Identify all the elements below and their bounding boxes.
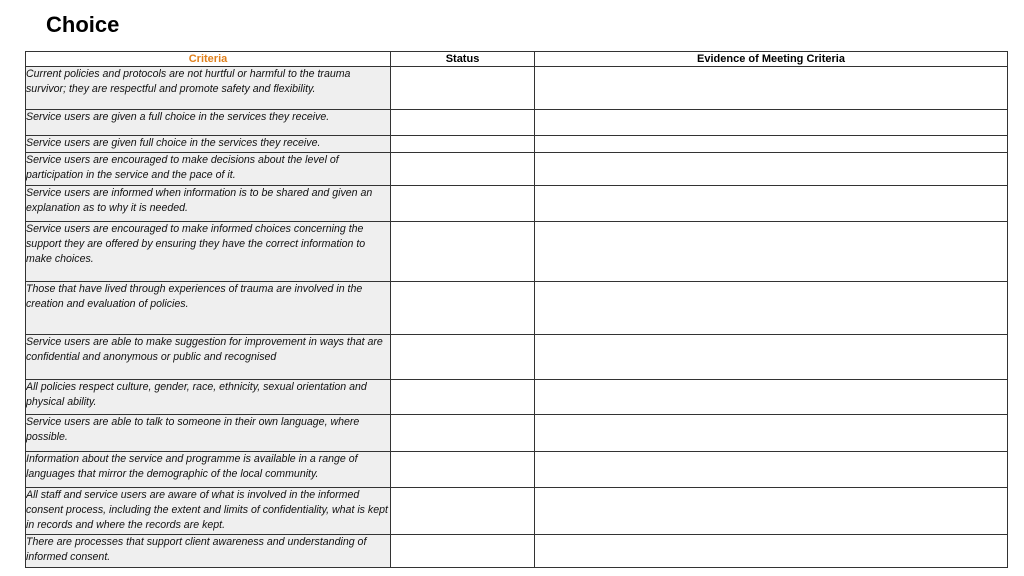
table-row [26, 153, 1008, 186]
table-row [26, 380, 1008, 415]
table-row [26, 67, 1008, 110]
status-cell[interactable] [391, 535, 535, 568]
criterion-cell: Service users are informed when information is to be shared and given an explanation as to why it is needed. [26, 186, 391, 222]
table-row [26, 535, 1008, 568]
criterion-cell: All policies respect culture, gender, race, ethnicity, sexual orientation and physical ability. [26, 380, 391, 415]
criterion-cell: Service users are able to talk to someone in their own language, where possible. [26, 415, 391, 452]
criterion-cell: There are processes that support client awareness and understanding of informed consent. [26, 535, 391, 568]
evidence-cell[interactable] [535, 282, 1008, 335]
table-row [26, 136, 1008, 153]
evidence-cell[interactable] [535, 67, 1008, 110]
evidence-cell[interactable] [535, 153, 1008, 186]
status-cell[interactable] [391, 222, 535, 282]
table-row [26, 222, 1008, 282]
evidence-cell[interactable] [535, 535, 1008, 568]
criterion-cell: Service users are encouraged to make decisions about the level of participation in the service and the pace of it. [26, 153, 391, 186]
status-cell[interactable] [391, 110, 535, 136]
status-cell[interactable] [391, 452, 535, 488]
criterion-cell: Current policies and protocols are not hurtful or harmful to the trauma survivor; they are respectful and promote safety and flexibility. [26, 67, 391, 110]
evidence-cell[interactable] [535, 380, 1008, 415]
table-row [26, 110, 1008, 136]
table-row [26, 452, 1008, 488]
table-row [26, 186, 1008, 222]
status-cell[interactable] [391, 380, 535, 415]
header-status: Status [391, 52, 535, 67]
status-cell[interactable] [391, 488, 535, 535]
evidence-cell[interactable] [535, 136, 1008, 153]
evidence-cell[interactable] [535, 335, 1008, 380]
table-row [26, 415, 1008, 452]
evidence-cell[interactable] [535, 110, 1008, 136]
evidence-cell[interactable] [535, 186, 1008, 222]
table-row [26, 488, 1008, 535]
status-cell[interactable] [391, 335, 535, 380]
table-row [26, 335, 1008, 380]
criterion-cell: Service users are able to make suggestion for improvement in ways that are confidential and anonymous or public and recognised [26, 335, 391, 380]
evidence-cell[interactable] [535, 222, 1008, 282]
evidence-cell[interactable] [535, 488, 1008, 535]
criterion-cell: Service users are given a full choice in the services they receive. [26, 110, 391, 136]
header-row [26, 52, 1008, 67]
page-title: Choice [46, 12, 120, 37]
status-cell[interactable] [391, 282, 535, 335]
criterion-cell: Service users are given full choice in the services they receive. [26, 136, 391, 153]
status-cell[interactable] [391, 136, 535, 153]
criterion-cell: Information about the service and programme is available in a range of languages that mirror the demographic of the local community. [26, 452, 391, 488]
criterion-cell: All staff and service users are aware of what is involved in the informed consent process, including the extent and limits of confidentiality, what is kept in records and where the records are kept. [26, 488, 391, 535]
criterion-cell: Those that have lived through experiences of trauma are involved in the creation and evaluation of policies. [26, 282, 391, 335]
status-cell[interactable] [391, 186, 535, 222]
criterion-cell: Service users are encouraged to make informed choices concerning the support they are offered by ensuring they have the correct information to make choices. [26, 222, 391, 282]
status-cell[interactable] [391, 67, 535, 110]
criteria-table [25, 51, 1008, 568]
header-criteria: Criteria [26, 52, 391, 67]
status-cell[interactable] [391, 153, 535, 186]
status-cell[interactable] [391, 415, 535, 452]
evidence-cell[interactable] [535, 452, 1008, 488]
header-evidence: Evidence of Meeting Criteria [535, 52, 1008, 67]
evidence-cell[interactable] [535, 415, 1008, 452]
table-row [26, 282, 1008, 335]
